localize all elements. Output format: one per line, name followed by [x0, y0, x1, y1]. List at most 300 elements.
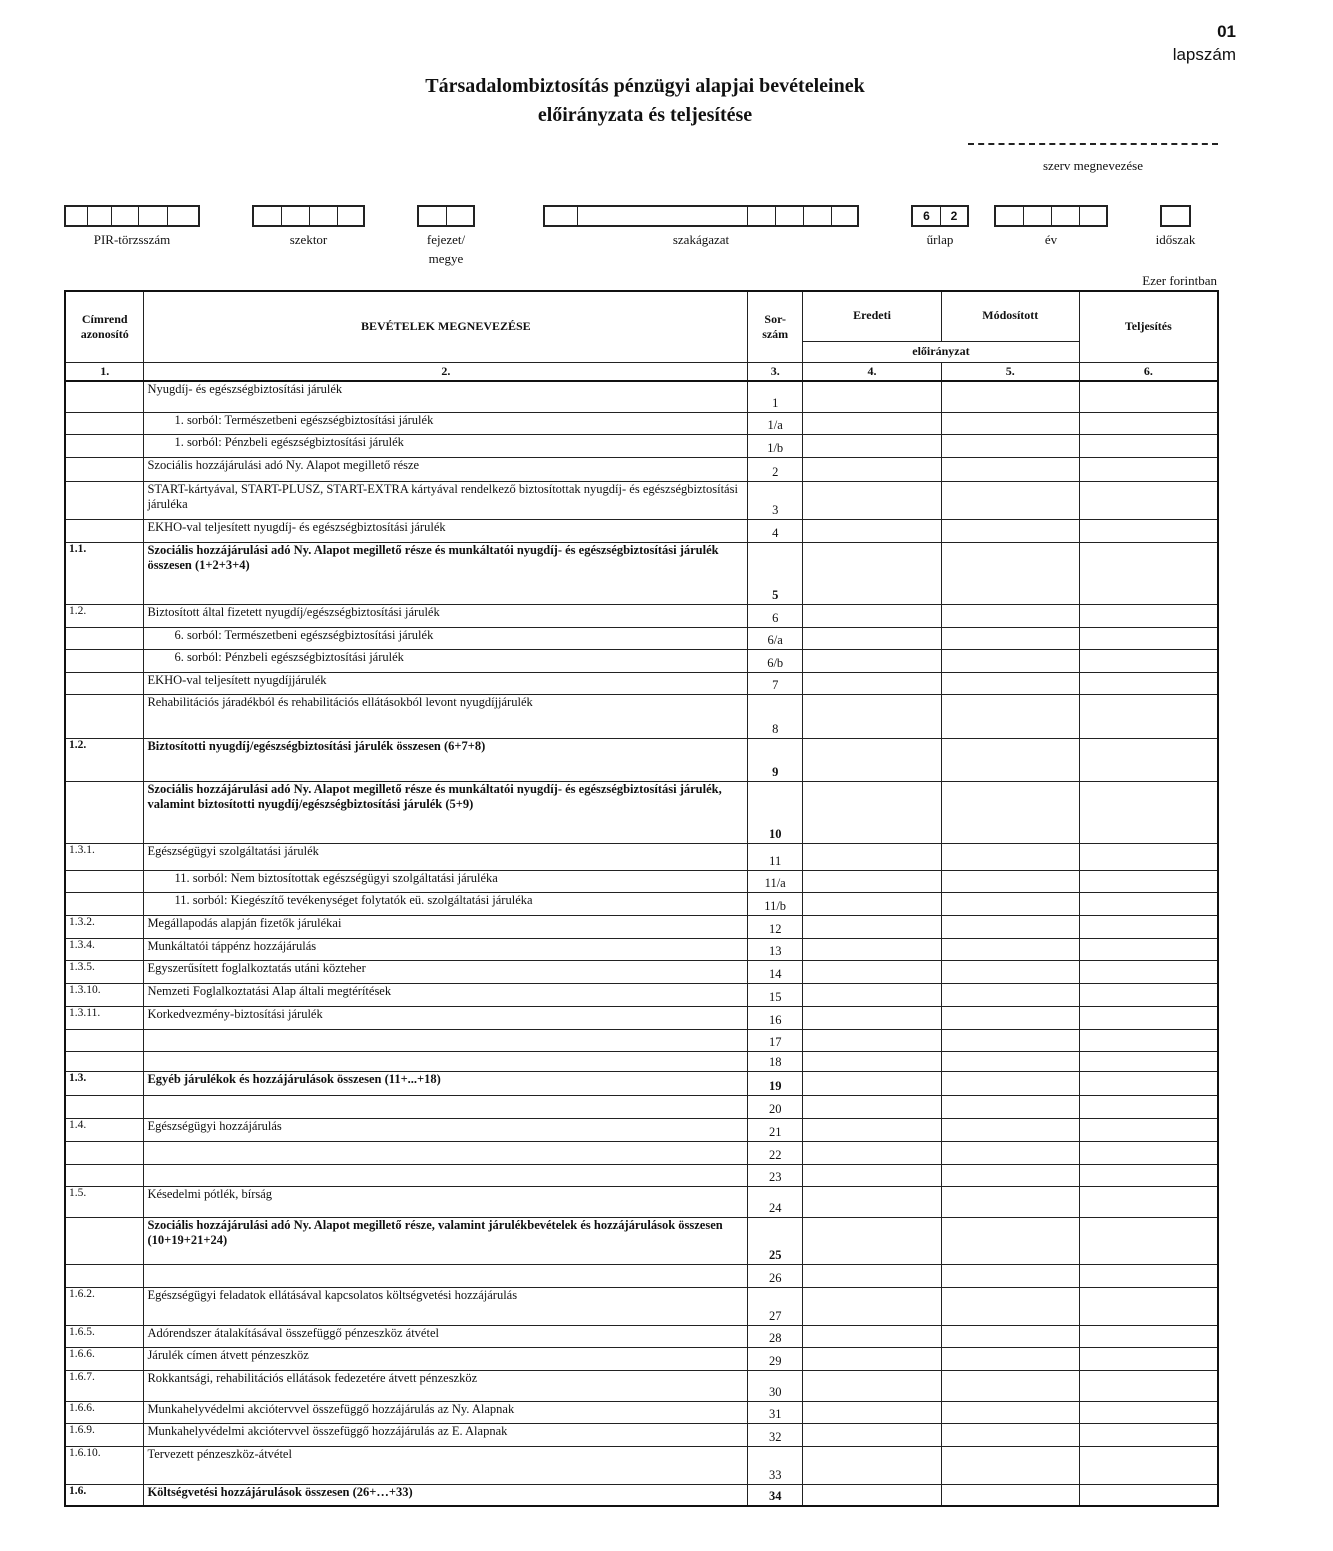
modositott-value-cell[interactable]: [941, 1484, 1079, 1506]
modositott-value-cell[interactable]: [941, 892, 1079, 915]
sorszam-cell: 17: [748, 1029, 803, 1051]
modositott-value-cell[interactable]: [941, 672, 1079, 694]
ev-digit-box[interactable]: [1024, 207, 1052, 225]
col-number: 4.: [803, 362, 942, 381]
teljesites-value-cell[interactable]: [1079, 1325, 1218, 1347]
fejezet-label-line-2: megye: [428, 251, 464, 266]
szakagazat-digit-box[interactable]: [545, 207, 578, 225]
table-row: [65, 627, 1218, 649]
cimrend-cell: [65, 1141, 144, 1164]
modositott-value-cell[interactable]: [941, 457, 1079, 481]
szakagazat-digit-box[interactable]: [748, 207, 776, 225]
pir-boxes[interactable]: [64, 205, 200, 227]
teljesites-value-cell[interactable]: [1079, 1370, 1218, 1401]
sorszam-cell: 20: [748, 1095, 803, 1118]
modositott-value-cell[interactable]: [941, 519, 1079, 542]
teljesites-value-cell[interactable]: [1079, 1006, 1218, 1029]
urlap-label: űrlap: [926, 232, 954, 247]
table-row: [65, 1370, 1218, 1401]
cimrend-cell: [65, 694, 144, 738]
sorszam-cell: 6/a: [748, 627, 803, 649]
eredeti-value-cell[interactable]: [803, 1484, 942, 1506]
eredeti-value-cell[interactable]: [803, 1264, 942, 1287]
teljesites-value-cell[interactable]: [1079, 960, 1218, 983]
szakagazat-label: szakágazat: [672, 232, 730, 247]
cimrend-cell: [65, 1051, 144, 1071]
table-row: [65, 412, 1218, 434]
modositott-value-cell[interactable]: [941, 481, 1079, 519]
table-row: [65, 1029, 1218, 1051]
modositott-value-cell[interactable]: [941, 1186, 1079, 1217]
sorszam-cell: 25: [748, 1217, 803, 1264]
modositott-value-cell[interactable]: [941, 781, 1079, 843]
sorszam-cell: 7: [748, 672, 803, 694]
page-number-label: lapszám: [1172, 45, 1236, 64]
fejezet-label: [405, 230, 487, 268]
teljesites-value-cell[interactable]: [1079, 1347, 1218, 1370]
cimrend-cell: 1.6.9.: [65, 1423, 144, 1446]
megnevezes-cell: [144, 1029, 748, 1051]
cimrend-cell: [65, 1264, 144, 1287]
table-row: [65, 1051, 1218, 1071]
fejezet-boxes[interactable]: [417, 205, 475, 227]
eredeti-value-cell[interactable]: [803, 627, 942, 649]
teljesites-value-cell[interactable]: [1079, 1484, 1218, 1506]
page-title: [0, 72, 1290, 130]
modositott-value-cell[interactable]: [941, 960, 1079, 983]
teljesites-value-cell[interactable]: [1079, 1051, 1218, 1071]
modositott-value-cell[interactable]: [941, 1141, 1079, 1164]
teljesites-value-cell[interactable]: [1079, 892, 1218, 915]
ev-digit-box[interactable]: [996, 207, 1024, 225]
eredeti-value-cell[interactable]: [803, 1186, 942, 1217]
eredeti-value-cell[interactable]: [803, 1051, 942, 1071]
cimrend-cell: 1.6.2.: [65, 1287, 144, 1325]
idoszak-digit-box[interactable]: [1162, 207, 1189, 225]
teljesites-value-cell[interactable]: [1079, 649, 1218, 672]
cimrend-cell: [65, 412, 144, 434]
modositott-value-cell[interactable]: [941, 1325, 1079, 1347]
eredeti-value-cell[interactable]: [803, 1071, 942, 1095]
modositott-value-cell[interactable]: [941, 915, 1079, 938]
fejezet-digit-box[interactable]: [419, 207, 447, 225]
table-row: [65, 1423, 1218, 1446]
eredeti-value-cell[interactable]: [803, 1287, 942, 1325]
cimrend-cell: [65, 870, 144, 892]
ev-label: év: [1044, 232, 1058, 247]
modositott-value-cell[interactable]: [941, 381, 1079, 412]
sorszam-cell: 13: [748, 938, 803, 960]
modositott-value-cell[interactable]: [941, 1401, 1079, 1423]
sorszam-cell: 9: [748, 738, 803, 781]
modositott-value-cell[interactable]: [941, 1217, 1079, 1264]
col-number: 1.: [65, 362, 144, 381]
table-row: [65, 1006, 1218, 1029]
modositott-value-cell[interactable]: [941, 938, 1079, 960]
modositott-value-cell[interactable]: [941, 412, 1079, 434]
eredeti-value-cell[interactable]: [803, 938, 942, 960]
col-number: 3.: [748, 362, 803, 381]
megnevezes-cell: [144, 1164, 748, 1186]
eredeti-value-cell[interactable]: [803, 983, 942, 1006]
eredeti-value-cell[interactable]: [803, 1370, 942, 1401]
megnevezes-cell: 1. sorból: Pénzbeli egészségbiztosítási járulék: [144, 434, 748, 457]
table-row: [65, 938, 1218, 960]
eredeti-value-cell[interactable]: [803, 1141, 942, 1164]
eredeti-value-cell[interactable]: [803, 519, 942, 542]
idoszak-label: időszak: [1155, 232, 1196, 247]
teljesites-value-cell[interactable]: [1079, 843, 1218, 870]
teljesites-value-cell[interactable]: [1079, 1264, 1218, 1287]
modositott-value-cell[interactable]: [941, 738, 1079, 781]
col-header-teljesites: Teljesítés: [1079, 291, 1218, 362]
modositott-value-cell[interactable]: [941, 1118, 1079, 1141]
teljesites-value-cell[interactable]: [1079, 1186, 1218, 1217]
col-header-sorszam-line-2: szám: [762, 326, 789, 341]
teljesites-value-cell[interactable]: [1079, 1401, 1218, 1423]
megnevezes-cell: Szociális hozzájárulási adó Ny. Alapot megillető része és munkáltatói nyugdíj- és egészségbiztosítási járulék összesen (1+2+3+4): [144, 542, 748, 604]
cimrend-cell: [65, 892, 144, 915]
megnevezes-cell: Egészségügyi feladatok ellátásával kapcsolatos költségvetési hozzájárulás: [144, 1287, 748, 1325]
eredeti-value-cell[interactable]: [803, 781, 942, 843]
sorszam-cell: 34: [748, 1484, 803, 1506]
title-line-2: előirányzata és teljesítése: [537, 104, 753, 126]
cimrend-cell: [65, 627, 144, 649]
eredeti-value-cell[interactable]: [803, 381, 942, 412]
teljesites-value-cell[interactable]: [1079, 1287, 1218, 1325]
table-row: [65, 542, 1218, 604]
ev-digit-box[interactable]: [1080, 207, 1106, 225]
fejezet-digit-box[interactable]: [447, 207, 473, 225]
modositott-value-cell[interactable]: [941, 627, 1079, 649]
teljesites-value-cell[interactable]: [1079, 1029, 1218, 1051]
cimrend-cell: [65, 519, 144, 542]
eredeti-value-cell[interactable]: [803, 672, 942, 694]
table-row: [65, 892, 1218, 915]
modositott-value-cell[interactable]: [941, 694, 1079, 738]
eredeti-value-cell[interactable]: [803, 1325, 942, 1347]
cimrend-cell: [65, 1029, 144, 1051]
urlap-digit-1: 6: [913, 207, 941, 225]
table-row: [65, 738, 1218, 781]
teljesites-value-cell[interactable]: [1079, 738, 1218, 781]
sorszam-cell: 23: [748, 1164, 803, 1186]
cimrend-cell: 1.4.: [65, 1118, 144, 1141]
eredeti-value-cell[interactable]: [803, 412, 942, 434]
sorszam-cell: 11/a: [748, 870, 803, 892]
unit-label: Ezer forintban: [1142, 273, 1217, 288]
teljesites-value-cell[interactable]: [1079, 1423, 1218, 1446]
sorszam-cell: 28: [748, 1325, 803, 1347]
megnevezes-cell: Szociális hozzájárulási adó Ny. Alapot megillető része és munkáltatói nyugdíj- és egészségbiztosítási járulék, valamint biztosítotti nyugdíj/egészségbiztosítási járulék (5+9): [144, 781, 748, 843]
teljesites-value-cell[interactable]: [1079, 1446, 1218, 1484]
modositott-value-cell[interactable]: [941, 1347, 1079, 1370]
megnevezes-cell: Rehabilitációs járadékból és rehabilitációs ellátásokból levont nyugdíjjárulék: [144, 694, 748, 738]
teljesites-value-cell[interactable]: [1079, 938, 1218, 960]
modositott-value-cell[interactable]: [941, 1029, 1079, 1051]
sorszam-cell: 19: [748, 1071, 803, 1095]
cimrend-cell: [65, 457, 144, 481]
szerv-name-line[interactable]: [968, 143, 1218, 145]
megnevezes-cell: Járulék címen átvett pénzeszköz: [144, 1347, 748, 1370]
eredeti-value-cell[interactable]: [803, 1217, 942, 1264]
cimrend-cell: 1.3.11.: [65, 1006, 144, 1029]
table-row: [65, 960, 1218, 983]
megnevezes-cell: Nyugdíj- és egészségbiztosítási járulék: [144, 381, 748, 412]
col-number: 6.: [1079, 362, 1218, 381]
urlap-digit-2: 2: [950, 209, 958, 223]
cimrend-cell: 1.3.5.: [65, 960, 144, 983]
revenue-table: [64, 290, 1219, 1507]
modositott-value-cell[interactable]: [941, 604, 1079, 627]
teljesites-value-cell[interactable]: [1079, 870, 1218, 892]
table-row: [65, 481, 1218, 519]
megnevezes-cell: Megállapodás alapján fizetők járulékai: [144, 915, 748, 938]
col-header-sorszam-line-1: Sor-: [764, 311, 786, 326]
sorszam-cell: 32: [748, 1423, 803, 1446]
modositott-value-cell[interactable]: [941, 1071, 1079, 1095]
modositott-value-cell[interactable]: [941, 1164, 1079, 1186]
modositott-value-cell[interactable]: [941, 1287, 1079, 1325]
megnevezes-cell: Egészségügyi szolgáltatási járulék: [144, 843, 748, 870]
sorszam-cell: 4: [748, 519, 803, 542]
modositott-value-cell[interactable]: [941, 1095, 1079, 1118]
teljesites-value-cell[interactable]: [1079, 1118, 1218, 1141]
teljesites-value-cell[interactable]: [1079, 915, 1218, 938]
eredeti-value-cell[interactable]: [803, 870, 942, 892]
eredeti-value-cell[interactable]: [803, 738, 942, 781]
modositott-value-cell[interactable]: [941, 1051, 1079, 1071]
col-header-cimrend: [65, 291, 144, 362]
teljesites-value-cell[interactable]: [1079, 1164, 1218, 1186]
megnevezes-cell: EKHO-val teljesített nyugdíj- és egészségbiztosítási járulék: [144, 519, 748, 542]
modositott-value-cell[interactable]: [941, 983, 1079, 1006]
cimrend-cell: 1.6.5.: [65, 1325, 144, 1347]
modositott-value-cell[interactable]: [941, 1370, 1079, 1401]
megnevezes-cell: START-kártyával, START-PLUSZ, START-EXTRA kártyával rendelkező biztosítottak nyugdíj- és egészségbiztosítási járuléka: [144, 481, 748, 519]
teljesites-value-cell[interactable]: [1079, 542, 1218, 604]
teljesites-value-cell[interactable]: [1079, 481, 1218, 519]
modositott-value-cell[interactable]: [941, 1446, 1079, 1484]
sorszam-cell: 6/b: [748, 649, 803, 672]
szektor-digit-box[interactable]: [338, 207, 363, 225]
teljesites-value-cell[interactable]: [1079, 457, 1218, 481]
megnevezes-cell: 11. sorból: Kiegészítő tevékenységet folytatók eü. szolgáltatási járuléka: [144, 892, 748, 915]
eredeti-value-cell[interactable]: [803, 1118, 942, 1141]
eredeti-value-cell[interactable]: [803, 604, 942, 627]
eredeti-value-cell[interactable]: [803, 960, 942, 983]
cimrend-cell: [65, 672, 144, 694]
megnevezes-cell: Késedelmi pótlék, bírság: [144, 1186, 748, 1217]
szektor-boxes[interactable]: [252, 205, 365, 227]
megnevezes-cell: [144, 1051, 748, 1071]
megnevezes-cell: Munkáltatói táppénz hozzájárulás: [144, 938, 748, 960]
eredeti-value-cell[interactable]: [803, 843, 942, 870]
title-line-1: Társadalombiztosítás pénzügyi alapjai bevételeinek: [425, 75, 865, 97]
col-header-sorszam: [748, 291, 803, 362]
pir-digit-box[interactable]: [168, 207, 198, 225]
szektor-digit-box[interactable]: [310, 207, 338, 225]
table-row: [65, 604, 1218, 627]
cimrend-cell: [65, 781, 144, 843]
sorszam-cell: 18: [748, 1051, 803, 1071]
megnevezes-cell: 11. sorból: Nem biztosítottak egészségügyi szolgáltatási járuléka: [144, 870, 748, 892]
teljesites-value-cell[interactable]: [1079, 1071, 1218, 1095]
szektor-label: szektor: [289, 232, 328, 247]
megnevezes-cell: [144, 1264, 748, 1287]
eredeti-value-cell[interactable]: [803, 1029, 942, 1051]
table-row: [65, 843, 1218, 870]
sorszam-cell: 1: [748, 381, 803, 412]
table-row: [65, 694, 1218, 738]
teljesites-value-cell[interactable]: [1079, 672, 1218, 694]
teljesites-value-cell[interactable]: [1079, 434, 1218, 457]
fejezet-label-line-1: fejezet/: [426, 232, 466, 247]
table-row: [65, 1186, 1218, 1217]
cimrend-cell: 1.6.: [65, 1484, 144, 1506]
megnevezes-cell: Korkedvezmény-biztosítási járulék: [144, 1006, 748, 1029]
pir-digit-box[interactable]: [66, 207, 88, 225]
megnevezes-cell: Rokkantsági, rehabilitációs ellátások fedezetére átvett pénzeszköz: [144, 1370, 748, 1401]
eredeti-value-cell[interactable]: [803, 434, 942, 457]
eredeti-value-cell[interactable]: [803, 481, 942, 519]
sorszam-cell: 11: [748, 843, 803, 870]
sorszam-cell: 12: [748, 915, 803, 938]
sorszam-cell: 2: [748, 457, 803, 481]
szakagazat-digit-box[interactable]: [578, 207, 748, 225]
cimrend-cell: 1.3.1.: [65, 843, 144, 870]
modositott-value-cell[interactable]: [941, 1264, 1079, 1287]
megnevezes-cell: EKHO-val teljesített nyugdíjjárulék: [144, 672, 748, 694]
szakagazat-digit-box[interactable]: [804, 207, 832, 225]
table-row: [65, 1325, 1218, 1347]
sorszam-cell: 24: [748, 1186, 803, 1217]
eredeti-value-cell[interactable]: [803, 915, 942, 938]
teljesites-value-cell[interactable]: [1079, 1217, 1218, 1264]
megnevezes-cell: Biztosított által fizetett nyugdíj/egészségbiztosítási járulék: [144, 604, 748, 627]
cimrend-cell: 1.3.10.: [65, 983, 144, 1006]
szakagazat-digit-box[interactable]: [776, 207, 804, 225]
teljesites-value-cell[interactable]: [1079, 604, 1218, 627]
cimrend-cell: 1.3.: [65, 1071, 144, 1095]
szektor-digit-box[interactable]: [282, 207, 310, 225]
ev-digit-box[interactable]: [1052, 207, 1080, 225]
sorszam-cell: 26: [748, 1264, 803, 1287]
modositott-value-cell[interactable]: [941, 843, 1079, 870]
teljesites-value-cell[interactable]: [1079, 1095, 1218, 1118]
sorszam-cell: 29: [748, 1347, 803, 1370]
megnevezes-cell: Tervezett pénzeszköz-átvétel: [144, 1446, 748, 1484]
sorszam-cell: 14: [748, 960, 803, 983]
sorszam-cell: 27: [748, 1287, 803, 1325]
teljesites-value-cell[interactable]: [1079, 412, 1218, 434]
eredeti-value-cell[interactable]: [803, 1006, 942, 1029]
ev-boxes[interactable]: [994, 205, 1108, 227]
sorszam-cell: 5: [748, 542, 803, 604]
table-row: [65, 915, 1218, 938]
col-number: 5.: [941, 362, 1079, 381]
megnevezes-cell: Biztosítotti nyugdíj/egészségbiztosítási járulék összesen (6+7+8): [144, 738, 748, 781]
cimrend-cell: 1.3.2.: [65, 915, 144, 938]
idoszak-boxes[interactable]: [1160, 205, 1191, 227]
table-row: [65, 1446, 1218, 1484]
pir-digit-box[interactable]: [88, 207, 112, 225]
cimrend-cell: [65, 649, 144, 672]
modositott-value-cell[interactable]: [941, 649, 1079, 672]
eredeti-value-cell[interactable]: [803, 1164, 942, 1186]
table-row: [65, 1484, 1218, 1506]
col-header-eredeti: Eredeti: [803, 291, 942, 341]
sorszam-cell: 16: [748, 1006, 803, 1029]
eredeti-value-cell[interactable]: [803, 542, 942, 604]
modositott-value-cell[interactable]: [941, 434, 1079, 457]
sorszam-cell: 6: [748, 604, 803, 627]
modositott-value-cell[interactable]: [941, 1423, 1079, 1446]
teljesites-value-cell[interactable]: [1079, 694, 1218, 738]
col-number: 2.: [144, 362, 748, 381]
pir-digit-box[interactable]: [139, 207, 168, 225]
eredeti-value-cell[interactable]: [803, 649, 942, 672]
cimrend-cell: 1.1.: [65, 542, 144, 604]
teljesites-value-cell[interactable]: [1079, 381, 1218, 412]
eredeti-value-cell[interactable]: [803, 1095, 942, 1118]
table-row: [65, 457, 1218, 481]
szektor-digit-box[interactable]: [254, 207, 282, 225]
megnevezes-cell: 6. sorból: Pénzbeli egészségbiztosítási járulék: [144, 649, 748, 672]
pir-label: PIR-törzsszám: [93, 232, 171, 247]
eredeti-value-cell[interactable]: [803, 1347, 942, 1370]
cimrend-cell: 1.6.7.: [65, 1370, 144, 1401]
eredeti-value-cell[interactable]: [803, 1401, 942, 1423]
megnevezes-cell: Költségvetési hozzájárulások összesen (26+…+33): [144, 1484, 748, 1506]
table-row: [65, 1287, 1218, 1325]
sorszam-cell: 22: [748, 1141, 803, 1164]
teljesites-value-cell[interactable]: [1079, 1141, 1218, 1164]
szakagazat-boxes[interactable]: [543, 205, 859, 227]
teljesites-value-cell[interactable]: [1079, 519, 1218, 542]
eredeti-value-cell[interactable]: [803, 892, 942, 915]
modositott-value-cell[interactable]: [941, 870, 1079, 892]
eredeti-value-cell[interactable]: [803, 457, 942, 481]
col-header-megnevezes: BEVÉTELEK MEGNEVEZÉSE: [144, 291, 748, 362]
table-row: [65, 1095, 1218, 1118]
pir-digit-box[interactable]: [112, 207, 139, 225]
col-header-eloiranyzat: előirányzat: [803, 341, 1080, 362]
megnevezes-cell: 6. sorból: Természetbeni egészségbiztosítási járulék: [144, 627, 748, 649]
modositott-value-cell[interactable]: [941, 542, 1079, 604]
sorszam-cell: 21: [748, 1118, 803, 1141]
teljesites-value-cell[interactable]: [1079, 983, 1218, 1006]
cimrend-cell: [65, 1095, 144, 1118]
cimrend-cell: [65, 481, 144, 519]
teljesites-value-cell[interactable]: [1079, 627, 1218, 649]
table-row: [65, 434, 1218, 457]
megnevezes-cell: [144, 1095, 748, 1118]
col-header-cimrend-line-1: Címrend: [81, 311, 128, 326]
cimrend-cell: [65, 434, 144, 457]
eredeti-value-cell[interactable]: [803, 1446, 942, 1484]
table-row: [65, 519, 1218, 542]
megnevezes-cell: Szociális hozzájárulási adó Ny. Alapot megillető része, valamint járulékbevételek és hozzájárulások összesen (10+19+21+24): [144, 1217, 748, 1264]
col-header-cimrend-line-2: azonosító: [80, 326, 129, 341]
eredeti-value-cell[interactable]: [803, 694, 942, 738]
eredeti-value-cell[interactable]: [803, 1423, 942, 1446]
szakagazat-digit-box[interactable]: [832, 207, 857, 225]
cimrend-cell: 1.6.6.: [65, 1401, 144, 1423]
teljesites-value-cell[interactable]: [1079, 781, 1218, 843]
cimrend-cell: 1.2.: [65, 604, 144, 627]
modositott-value-cell[interactable]: [941, 1006, 1079, 1029]
